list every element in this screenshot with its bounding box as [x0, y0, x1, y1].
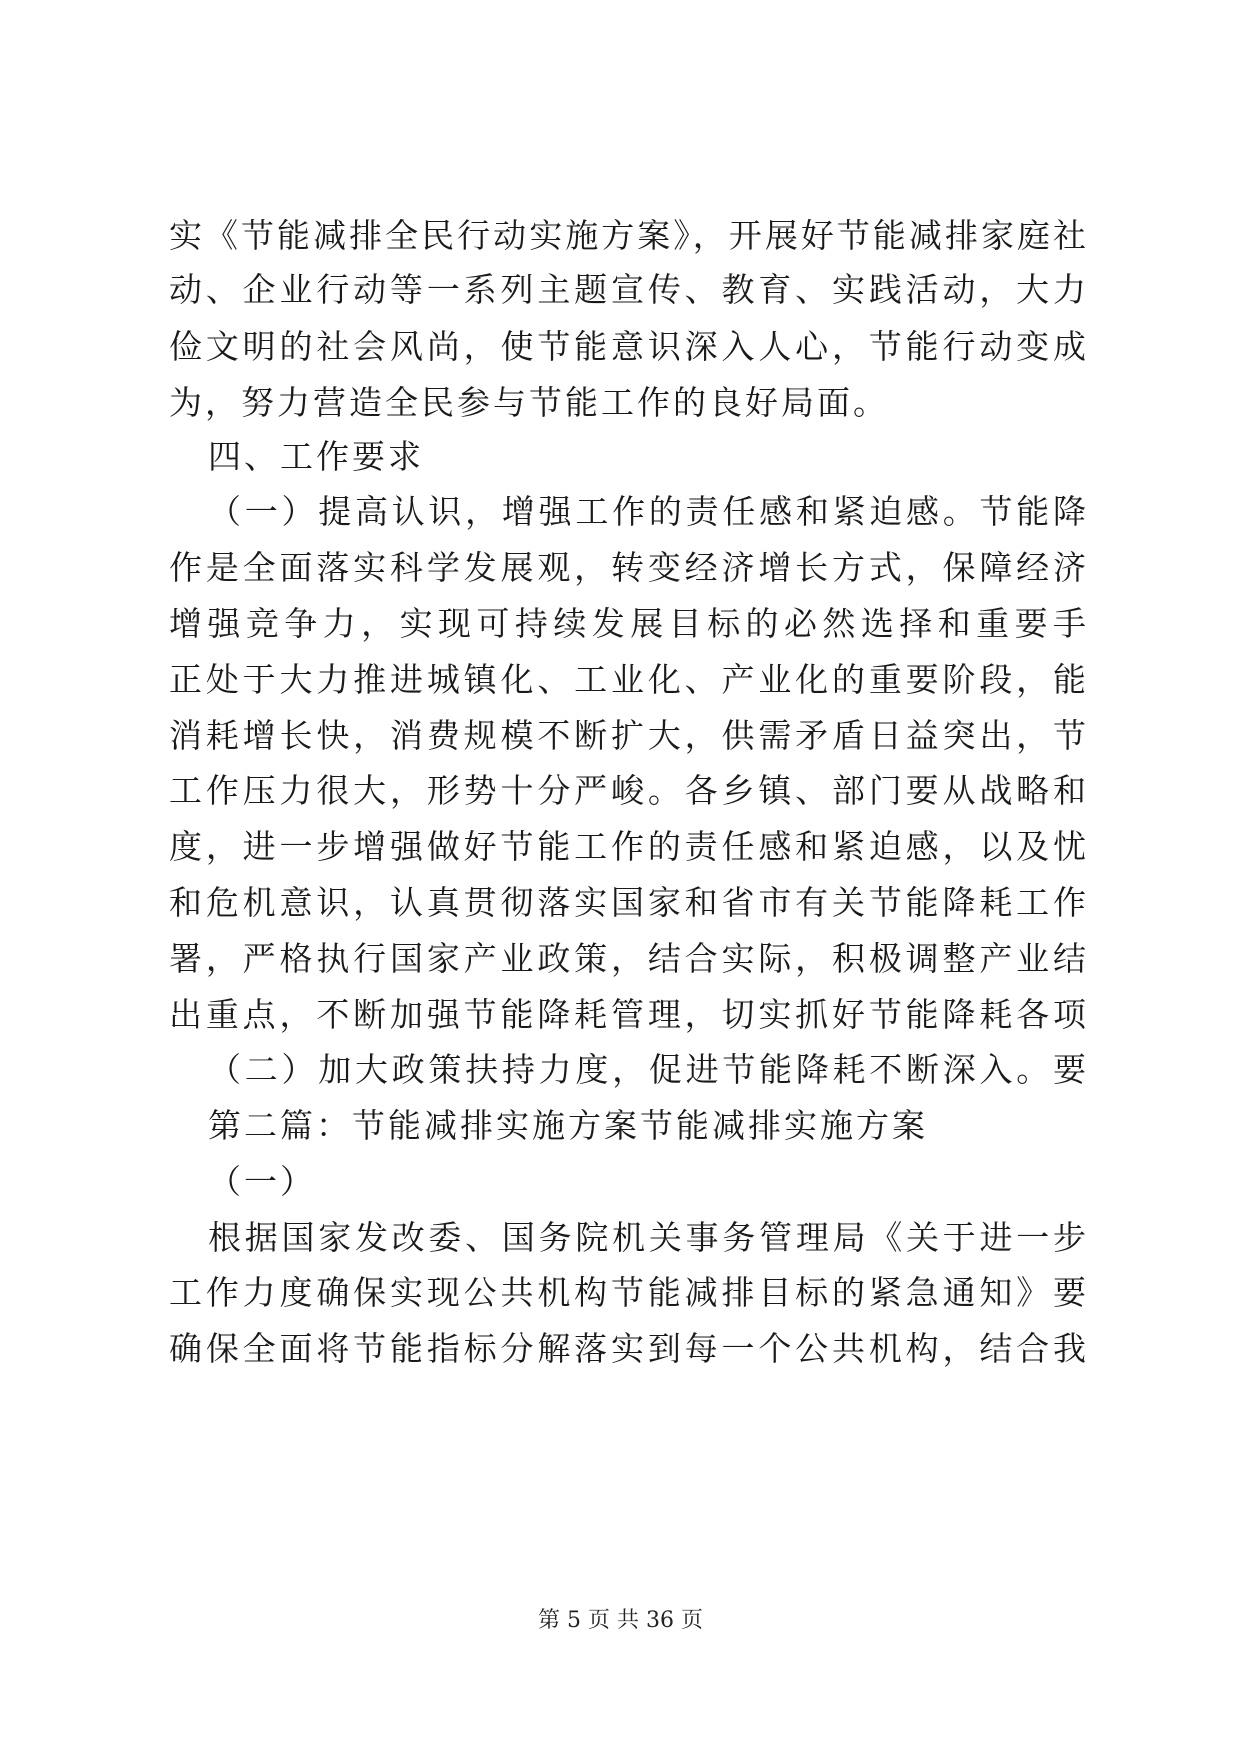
page-number-footer: 第 5 页 共 36 页: [538, 1608, 703, 1633]
body-text-line: 增强竞争力，实现可持续发展目标的必然选择和重要手: [169, 604, 1089, 643]
body-text-line: 工作力度确保实现公共机构节能减排目标的紧急通知》要: [169, 1273, 1089, 1312]
body-text-line: 作是全面落实科学发展观，转变经济增长方式，保障经济: [169, 548, 1089, 587]
body-text-line: 正处于大力推进城镇化、工业化、产业化的重要阶段，能: [169, 660, 1089, 699]
body-text-line: （二）加大政策扶持力度，促进节能降耗不断深入。要: [208, 1050, 1089, 1089]
body-text-line: 度，进一步增强做好节能工作的责任感和紧迫感，以及忧: [169, 827, 1089, 866]
body-text-line: 和危机意识，认真贯彻落实国家和省市有关节能降耗工作: [169, 883, 1089, 922]
body-text-line: 俭文明的社会风尚，使节能意识深入人心，节能行动变成: [169, 327, 1089, 366]
subsection-number: （一）: [208, 1162, 316, 1201]
body-text-line: （一）提高认识，增强工作的责任感和紧迫感。节能降: [208, 492, 1089, 531]
body-text-line: 消耗增长快，消费规模不断扩大，供需矛盾日益突出，节: [169, 716, 1089, 755]
section-heading: 四、工作要求: [208, 437, 424, 476]
body-text-line: 根据国家发改委、国务院机关事务管理局《关于进一步: [208, 1218, 1089, 1257]
body-text-line: 工作压力很大，形势十分严峻。各乡镇、部门要从战略和: [169, 771, 1089, 810]
body-text-line: 署，严格执行国家产业政策，结合实际，积极调整产业结: [169, 939, 1089, 978]
body-text-line: 出重点，不断加强节能降耗管理，切实抓好节能降耗各项: [169, 995, 1089, 1034]
chapter-title: 第二篇：节能减排实施方案节能减排实施方案: [208, 1106, 928, 1145]
body-text-line: 实《节能减排全民行动实施方案》，开展好节能减排家庭社: [169, 216, 1089, 255]
body-text-line: 为，努力营造全民参与节能工作的良好局面。: [169, 383, 889, 422]
body-text-line: 确保全面将节能指标分解落实到每一个公共机构，结合我: [169, 1329, 1089, 1368]
body-text-line: 动、企业行动等一系列主题宣传、教育、实践活动，大力: [169, 270, 1089, 309]
